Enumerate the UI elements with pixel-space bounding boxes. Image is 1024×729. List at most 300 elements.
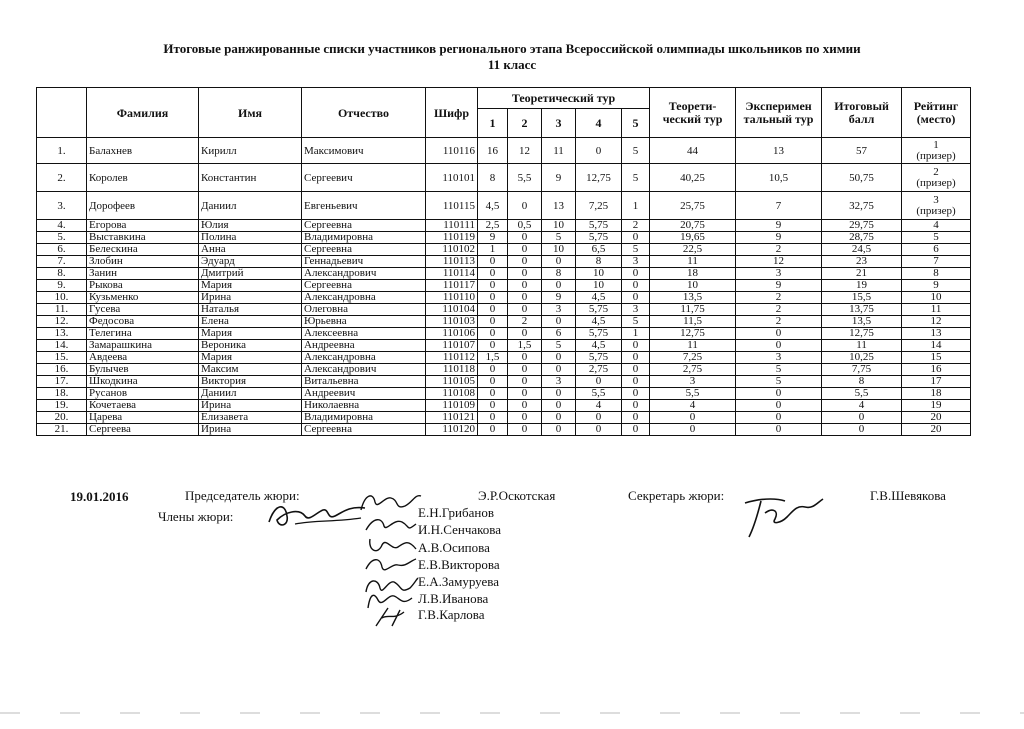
- cell-task-5: 1: [622, 192, 650, 220]
- cell-experimental: 9: [736, 220, 822, 232]
- row-number: 5.: [37, 232, 87, 244]
- rating-place: 7: [933, 255, 939, 267]
- row-number: 14.: [37, 340, 87, 352]
- cell-final-score: 11: [822, 340, 902, 352]
- cell-task-5: 3: [622, 256, 650, 268]
- cell-code: 110103: [426, 316, 478, 328]
- row-number: 1.: [37, 138, 87, 164]
- cell-theory-total: 20,75: [650, 220, 736, 232]
- cell-name: Елена: [199, 316, 302, 328]
- cell-theory-total: 11,5: [650, 316, 736, 328]
- cell-patronymic: Андреевна: [302, 340, 426, 352]
- rating-place: 9: [933, 279, 939, 291]
- cell-patronymic: Сергеевна: [302, 220, 426, 232]
- row-number: 2.: [37, 164, 87, 192]
- cell-task-3: 0: [542, 400, 576, 412]
- table-row: [37, 304, 971, 316]
- cell-final-score: 32,75: [822, 192, 902, 220]
- cell-task-4: 5,75: [576, 328, 622, 340]
- cell-task-4: 5,75: [576, 220, 622, 232]
- table-row: [37, 256, 971, 268]
- rating-place: 13: [930, 327, 942, 339]
- cell-task-3: 0: [542, 352, 576, 364]
- table-row: [37, 292, 971, 304]
- row-number: 20.: [37, 412, 87, 424]
- cell-code: 110120: [426, 424, 478, 436]
- rating-place: 18: [930, 387, 942, 399]
- cell-final-score: 21: [822, 268, 902, 280]
- cell-task-1: 0: [478, 376, 508, 388]
- cell-theory-total: 25,75: [650, 192, 736, 220]
- cell-task-1: 1,5: [478, 352, 508, 364]
- header-theory-group: Теоретический тур: [478, 88, 650, 109]
- cell-experimental: 0: [736, 424, 822, 436]
- cell-final-score: 10,25: [822, 352, 902, 364]
- cell-task-2: 5,5: [508, 164, 542, 192]
- cell-surname: Замарашкина: [87, 340, 199, 352]
- cell-surname: Егорова: [87, 220, 199, 232]
- cell-task-3: 0: [542, 256, 576, 268]
- row-number: 16.: [37, 364, 87, 376]
- cell-surname: Белескина: [87, 244, 199, 256]
- cell-task-3: 8: [542, 268, 576, 280]
- cell-task-4: 0: [576, 376, 622, 388]
- cell-theory-total: 4: [650, 400, 736, 412]
- rating-place: 6: [933, 243, 939, 255]
- cell-task-1: 0: [478, 364, 508, 376]
- cell-task-1: 0: [478, 316, 508, 328]
- cell-task-5: 0: [622, 280, 650, 292]
- cell-code: 110107: [426, 340, 478, 352]
- cell-task-1: 0: [478, 388, 508, 400]
- cell-patronymic: Олеговна: [302, 304, 426, 316]
- cell-final-score: 12,75: [822, 328, 902, 340]
- rating-place: 15: [930, 351, 942, 363]
- cell-task-4: 5,75: [576, 232, 622, 244]
- cell-task-1: 0: [478, 424, 508, 436]
- cell-theory-total: 5,5: [650, 388, 736, 400]
- cell-name: Ирина: [199, 424, 302, 436]
- cell-code: 110110: [426, 292, 478, 304]
- cell-experimental: 5: [736, 364, 822, 376]
- chair-name: Э.Р.Оскотская: [478, 488, 556, 503]
- cell-task-2: 0: [508, 376, 542, 388]
- cell-name: Ирина: [199, 292, 302, 304]
- cell-name: Виктория: [199, 376, 302, 388]
- cell-patronymic: Алексеевна: [302, 328, 426, 340]
- cell-patronymic: Александрович: [302, 364, 426, 376]
- cell-task-5: 0: [622, 400, 650, 412]
- cell-task-5: 0: [622, 412, 650, 424]
- secretary-signature: [735, 493, 825, 541]
- cell-final-score: 7,75: [822, 364, 902, 376]
- cell-experimental: 9: [736, 232, 822, 244]
- cell-code: 110108: [426, 388, 478, 400]
- table-row: [37, 400, 971, 412]
- cell-experimental: 3: [736, 352, 822, 364]
- cell-code: 110101: [426, 164, 478, 192]
- cell-final-score: 4: [822, 400, 902, 412]
- cell-rating: [902, 220, 971, 232]
- cell-experimental: 2: [736, 316, 822, 328]
- row-number: 18.: [37, 388, 87, 400]
- table-row: [37, 192, 971, 220]
- cell-task-4: 5,75: [576, 304, 622, 316]
- cell-task-1: 9: [478, 232, 508, 244]
- cell-task-5: 5: [622, 316, 650, 328]
- cell-theory-total: 3: [650, 376, 736, 388]
- cell-task-2: 1,5: [508, 340, 542, 352]
- header-patronymic: Отчество: [302, 88, 426, 138]
- cell-name: Елизавета: [199, 412, 302, 424]
- cell-task-3: 3: [542, 304, 576, 316]
- cell-task-5: 0: [622, 376, 650, 388]
- cell-experimental: 3: [736, 268, 822, 280]
- cell-theory-total: 11,75: [650, 304, 736, 316]
- table-row: [37, 138, 971, 164]
- cell-patronymic: Сергеевич: [302, 164, 426, 192]
- cell-task-4: 4,5: [576, 292, 622, 304]
- cell-theory-total: 2,75: [650, 364, 736, 376]
- cell-rating: [902, 412, 971, 424]
- cell-patronymic: Николаевна: [302, 400, 426, 412]
- jury-member-1: Е.Н.Грибанов: [418, 505, 494, 520]
- table-row: [37, 388, 971, 400]
- header-task-1: 1: [478, 109, 508, 138]
- cell-patronymic: Сергеевна: [302, 244, 426, 256]
- cell-task-5: 0: [622, 388, 650, 400]
- cell-name: Юлия: [199, 220, 302, 232]
- cell-experimental: 9: [736, 280, 822, 292]
- cell-rating: [902, 400, 971, 412]
- cell-experimental: 0: [736, 412, 822, 424]
- cell-experimental: 0: [736, 328, 822, 340]
- cell-rating: [902, 376, 971, 388]
- cell-surname: Выставкина: [87, 232, 199, 244]
- member-signature-7: [370, 604, 410, 630]
- cell-theory-total: 40,25: [650, 164, 736, 192]
- cell-task-2: 0: [508, 232, 542, 244]
- cell-name: Ирина: [199, 400, 302, 412]
- table-row: [37, 412, 971, 424]
- cell-theory-total: 11: [650, 340, 736, 352]
- cell-name: Даниил: [199, 388, 302, 400]
- cell-task-2: 0: [508, 280, 542, 292]
- cell-task-1: 0: [478, 400, 508, 412]
- cell-rating: [902, 244, 971, 256]
- cell-surname: Телегина: [87, 328, 199, 340]
- table-row: [37, 340, 971, 352]
- cell-code: 110121: [426, 412, 478, 424]
- cell-task-2: 0: [508, 364, 542, 376]
- cell-task-2: 12: [508, 138, 542, 164]
- cell-patronymic: Александровна: [302, 352, 426, 364]
- cell-code: 110116: [426, 138, 478, 164]
- cell-final-score: 5,5: [822, 388, 902, 400]
- rating-place: 10: [930, 291, 942, 303]
- jury-member-5: Е.А.Замуруева: [418, 574, 500, 589]
- cell-experimental: 2: [736, 304, 822, 316]
- cell-rating: [902, 256, 971, 268]
- cell-task-5: 0: [622, 352, 650, 364]
- cell-task-2: 0: [508, 292, 542, 304]
- cell-task-5: 5: [622, 138, 650, 164]
- cell-task-1: 0: [478, 280, 508, 292]
- cell-rating: [902, 352, 971, 364]
- cell-task-2: 0: [508, 328, 542, 340]
- cell-task-4: 4,5: [576, 316, 622, 328]
- cell-experimental: 7: [736, 192, 822, 220]
- cell-task-4: 2,75: [576, 364, 622, 376]
- cell-final-score: 15,5: [822, 292, 902, 304]
- cell-task-3: 5: [542, 340, 576, 352]
- cell-code: 110115: [426, 192, 478, 220]
- rating-place: 20: [930, 423, 942, 435]
- cell-task-3: 6: [542, 328, 576, 340]
- cell-code: 110112: [426, 352, 478, 364]
- footer-date: 19.01.2016: [70, 489, 129, 504]
- cell-surname: Гусева: [87, 304, 199, 316]
- cell-task-3: 9: [542, 292, 576, 304]
- cell-task-1: 4,5: [478, 192, 508, 220]
- cell-task-2: 0: [508, 256, 542, 268]
- cell-task-2: 0: [508, 304, 542, 316]
- cell-name: Анна: [199, 244, 302, 256]
- cell-task-2: 0: [508, 388, 542, 400]
- cell-rating: [902, 292, 971, 304]
- header-task-5: 5: [622, 109, 650, 138]
- cell-patronymic: Юрьевна: [302, 316, 426, 328]
- cell-theory-total: 0: [650, 412, 736, 424]
- cell-task-2: 0: [508, 400, 542, 412]
- cell-code: 110114: [426, 268, 478, 280]
- cell-task-5: 2: [622, 220, 650, 232]
- secretary-name: Г.В.Шевякова: [870, 488, 946, 503]
- cell-task-5: 0: [622, 424, 650, 436]
- cell-theory-total: 22,5: [650, 244, 736, 256]
- cell-name: Наталья: [199, 304, 302, 316]
- cell-theory-total: 7,25: [650, 352, 736, 364]
- cell-task-1: 2,5: [478, 220, 508, 232]
- rating-place: 19: [930, 399, 942, 411]
- cell-task-3: 0: [542, 388, 576, 400]
- cell-task-1: 0: [478, 340, 508, 352]
- cell-rating: [902, 164, 971, 192]
- cell-task-2: 0: [508, 268, 542, 280]
- cell-code: 110113: [426, 256, 478, 268]
- cell-experimental: 10,5: [736, 164, 822, 192]
- cell-surname: Сергеева: [87, 424, 199, 436]
- header-final-score: Итоговый балл: [822, 88, 902, 138]
- cell-task-4: 4: [576, 400, 622, 412]
- secretary-label: Секретарь жюри:: [628, 488, 725, 503]
- cell-patronymic: Витальевна: [302, 376, 426, 388]
- header-name: Имя: [199, 88, 302, 138]
- header-task-3: 3: [542, 109, 576, 138]
- cell-task-1: 16: [478, 138, 508, 164]
- cell-task-3: 0: [542, 412, 576, 424]
- cell-code: 110109: [426, 400, 478, 412]
- cell-task-2: 2: [508, 316, 542, 328]
- cell-final-score: 24,5: [822, 244, 902, 256]
- header-task-4: 4: [576, 109, 622, 138]
- cell-task-2: 0,5: [508, 220, 542, 232]
- row-number: 17.: [37, 376, 87, 388]
- row-number: 11.: [37, 304, 87, 316]
- cell-patronymic: Владимировна: [302, 412, 426, 424]
- cell-patronymic: Сергеевна: [302, 424, 426, 436]
- row-number: 13.: [37, 328, 87, 340]
- rating-place: 16: [930, 363, 942, 375]
- cell-task-4: 5,5: [576, 388, 622, 400]
- cell-experimental: 5: [736, 376, 822, 388]
- cell-task-1: 1: [478, 244, 508, 256]
- cell-final-score: 57: [822, 138, 902, 164]
- cell-surname: Балахнев: [87, 138, 199, 164]
- row-number: 10.: [37, 292, 87, 304]
- cell-final-score: 0: [822, 424, 902, 436]
- cell-surname: Русанов: [87, 388, 199, 400]
- cell-task-3: 10: [542, 244, 576, 256]
- rating-place: 17: [930, 375, 942, 387]
- row-number: 15.: [37, 352, 87, 364]
- row-number: 21.: [37, 424, 87, 436]
- table-row: [37, 316, 971, 328]
- cell-surname: Кочетаева: [87, 400, 199, 412]
- cell-task-1: 0: [478, 412, 508, 424]
- rating-place: 14: [930, 339, 942, 351]
- cell-code: 110111: [426, 220, 478, 232]
- cell-final-score: 0: [822, 412, 902, 424]
- cell-task-5: 5: [622, 164, 650, 192]
- cell-name: Мария: [199, 280, 302, 292]
- cell-surname: Федосова: [87, 316, 199, 328]
- document-title: Итоговые ранжированные списки участников регионального этапа Всероссийской олимпиады школьников по химии: [163, 41, 861, 56]
- cell-code: 110117: [426, 280, 478, 292]
- cell-rating: [902, 328, 971, 340]
- header-rating: Рейтинг (место): [902, 88, 971, 138]
- cell-rating: [902, 280, 971, 292]
- table-row: [37, 164, 971, 192]
- rating-place: 3: [933, 193, 939, 206]
- table-row: [37, 376, 971, 388]
- jury-member-2: И.Н.Сенчакова: [418, 522, 502, 537]
- cell-name: Вероника: [199, 340, 302, 352]
- cell-name: Кирилл: [199, 138, 302, 164]
- cell-patronymic: Максимович: [302, 138, 426, 164]
- row-number: 8.: [37, 268, 87, 280]
- cell-patronymic: Владимировна: [302, 232, 426, 244]
- chair-label: Председатель жюри:: [185, 488, 300, 503]
- cell-task-5: 3: [622, 304, 650, 316]
- cell-rating: [902, 268, 971, 280]
- cell-task-3: 3: [542, 376, 576, 388]
- cell-experimental: 0: [736, 388, 822, 400]
- cell-task-4: 5,75: [576, 352, 622, 364]
- cell-theory-total: 10: [650, 280, 736, 292]
- cell-final-score: 19: [822, 280, 902, 292]
- cell-experimental: 2: [736, 292, 822, 304]
- cell-final-score: 28,75: [822, 232, 902, 244]
- cell-task-1: 0: [478, 328, 508, 340]
- cell-surname: Шкодкина: [87, 376, 199, 388]
- cell-task-2: 0: [508, 244, 542, 256]
- cell-code: 110102: [426, 244, 478, 256]
- table-row: [37, 268, 971, 280]
- jury-member-6: Л.В.Иванова: [418, 591, 489, 606]
- cell-code: 110104: [426, 304, 478, 316]
- cell-experimental: 0: [736, 400, 822, 412]
- cell-name: Мария: [199, 352, 302, 364]
- cell-code: 110119: [426, 232, 478, 244]
- cell-final-score: 29,75: [822, 220, 902, 232]
- cell-task-3: 0: [542, 364, 576, 376]
- header-number: [37, 88, 87, 138]
- scan-artifact-line: [0, 712, 1024, 714]
- cell-surname: Дорофеев: [87, 192, 199, 220]
- cell-theory-total: 18: [650, 268, 736, 280]
- cell-task-3: 5: [542, 232, 576, 244]
- cell-rating: [902, 364, 971, 376]
- cell-name: Мария: [199, 328, 302, 340]
- cell-task-1: 0: [478, 292, 508, 304]
- cell-task-5: 5: [622, 244, 650, 256]
- cell-task-5: 0: [622, 340, 650, 352]
- cell-rating: [902, 304, 971, 316]
- cell-name: Эдуард: [199, 256, 302, 268]
- cell-task-4: 12,75: [576, 164, 622, 192]
- document-subtitle-grade: 11 класс: [487, 57, 537, 72]
- cell-task-3: 0: [542, 316, 576, 328]
- jury-member-7: Г.В.Карлова: [418, 607, 485, 622]
- cell-theory-total: 44: [650, 138, 736, 164]
- cell-surname: Рыкова: [87, 280, 199, 292]
- header-experimental: Эксперимен тальный тур: [736, 88, 822, 138]
- cell-surname: Булычев: [87, 364, 199, 376]
- cell-surname: Королев: [87, 164, 199, 192]
- cell-experimental: 13: [736, 138, 822, 164]
- cell-task-4: 0: [576, 412, 622, 424]
- cell-task-2: 0: [508, 352, 542, 364]
- cell-task-3: 0: [542, 280, 576, 292]
- cell-experimental: 12: [736, 256, 822, 268]
- cell-patronymic: Андреевич: [302, 388, 426, 400]
- cell-final-score: 50,75: [822, 164, 902, 192]
- table-row: [37, 424, 971, 436]
- cell-task-5: 1: [622, 328, 650, 340]
- cell-task-2: 0: [508, 424, 542, 436]
- cell-task-3: 13: [542, 192, 576, 220]
- table-row: [37, 364, 971, 376]
- cell-surname: Кузьменко: [87, 292, 199, 304]
- cell-task-4: 10: [576, 268, 622, 280]
- rating-place: 4: [933, 219, 939, 231]
- row-number: 4.: [37, 220, 87, 232]
- cell-theory-total: 0: [650, 424, 736, 436]
- cell-name: Даниил: [199, 192, 302, 220]
- row-number: 7.: [37, 256, 87, 268]
- cell-task-1: 0: [478, 256, 508, 268]
- cell-task-5: 0: [622, 364, 650, 376]
- header-code: Шифр: [426, 88, 478, 138]
- cell-task-1: 0: [478, 268, 508, 280]
- cell-patronymic: Сергеевна: [302, 280, 426, 292]
- cell-name: Дмитрий: [199, 268, 302, 280]
- row-number: 12.: [37, 316, 87, 328]
- table-row: [37, 220, 971, 232]
- cell-task-4: 4,5: [576, 340, 622, 352]
- cell-name: Максим: [199, 364, 302, 376]
